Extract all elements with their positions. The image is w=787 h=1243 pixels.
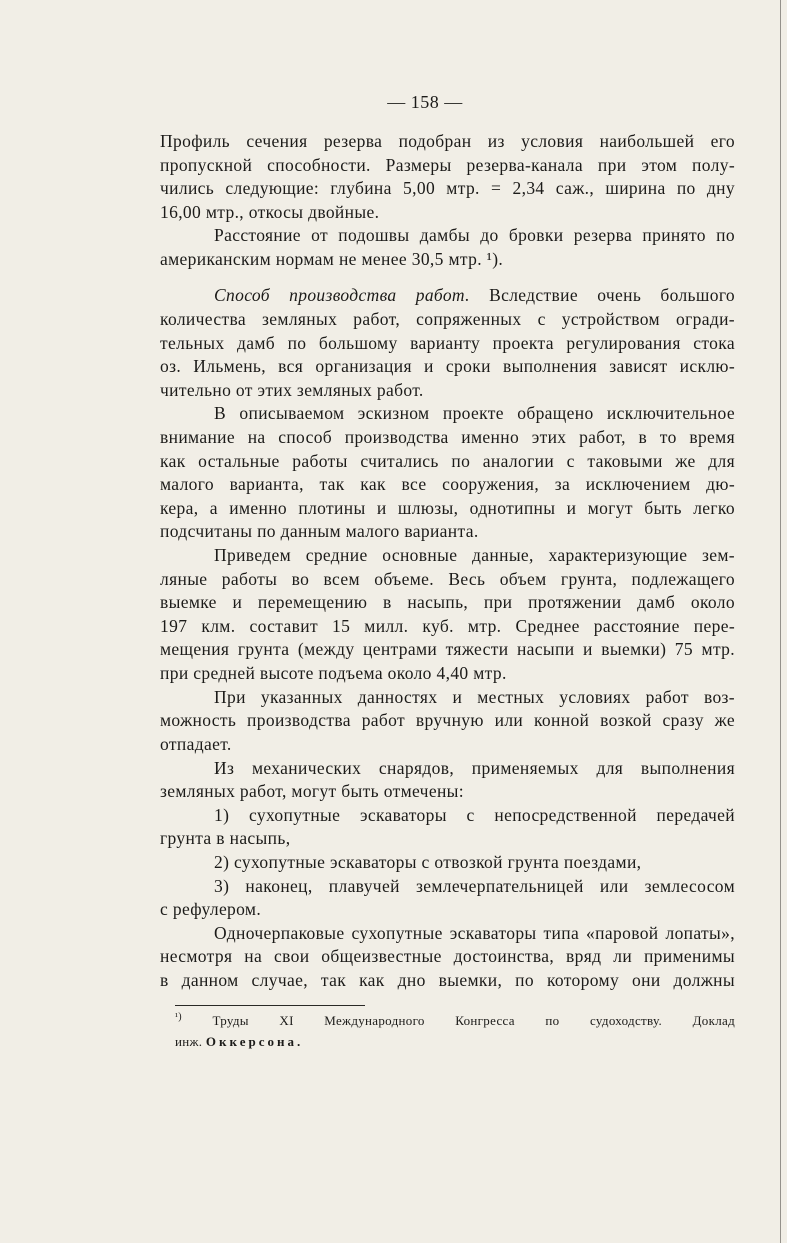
- text-line-content: отпадает.: [160, 734, 232, 754]
- footnote-line-2: [175, 1033, 735, 1051]
- text-line: [160, 709, 735, 733]
- text-line-content: 1) сухопутные эскаваторы с непосредственной передачей: [214, 805, 735, 825]
- text-line: [214, 284, 735, 308]
- text-line: [160, 308, 735, 332]
- text-line: [214, 544, 735, 568]
- text-line: [160, 450, 735, 474]
- text-line: [214, 402, 735, 426]
- text-line: [160, 520, 735, 544]
- text-line-content: количества земляных работ, сопряженных с устройством огради-: [160, 309, 735, 329]
- text-line-content: Одночерпаковые сухопутные эскаваторы типа «паровой лопаты»,: [214, 923, 735, 943]
- text-line: [160, 426, 735, 450]
- text-line: [160, 248, 735, 272]
- text-line-content: Расстояние от подошвы дамбы до бровки резерва принято по: [214, 225, 735, 245]
- text-line-content: с рефулером.: [160, 899, 262, 919]
- footnote-prefix: инж.: [175, 1034, 203, 1049]
- text-line: [214, 224, 735, 248]
- text-line-content: При указанных данностях и местных условиях работ воз-: [214, 687, 735, 707]
- text-line-content: внимание на способ производства именно этих работ, в то время: [160, 427, 735, 447]
- text-line-content: мещения грунта (между центрами тяжести насыпи и выемки) 75 мтр.: [160, 639, 735, 659]
- text-line: [160, 355, 735, 379]
- text-line-content: кера, а именно плотины и шлюзы, однотипны и могут быть легко: [160, 498, 735, 518]
- page-edge-shadow: [780, 0, 781, 1243]
- text-line-content: 16,00 мтр., откосы двойные.: [160, 202, 380, 222]
- text-line-content: ляные работы во всем объеме. Весь объем грунта, подлежащего: [160, 569, 735, 589]
- text-line: [160, 780, 735, 804]
- text-line: [160, 497, 735, 521]
- text-line: [160, 827, 735, 851]
- footnote-divider: [175, 1005, 365, 1006]
- text-line-content: тельных дамб по большому варианту проекта регулирования стока: [160, 333, 735, 353]
- text-line: [160, 332, 735, 356]
- footnote-text: Труды XI Международного Конгресса по судоходству. Доклад: [212, 1013, 735, 1028]
- text-line-content: подсчитаны по данным малого варианта.: [160, 521, 479, 541]
- text-line: [214, 922, 735, 946]
- text-line-content: В описываемом эскизном проекте обращено исключительное: [214, 403, 735, 423]
- footnote-author: Оккерсона.: [205, 1034, 304, 1049]
- text-line-content: в данном случае, так как дно выемки, по которому они должны: [160, 970, 735, 990]
- text-line: [214, 757, 735, 781]
- text-line-content: земляных работ, могут быть отмечены:: [160, 781, 464, 801]
- text-line-content: при средней высоте подъема около 4,40 мтр.: [160, 663, 507, 683]
- text-line: [214, 875, 735, 899]
- text-line: [160, 733, 735, 757]
- text-line-content: американским нормам не менее 30,5 мтр. ¹).: [160, 249, 504, 269]
- text-line: [160, 154, 735, 178]
- text-line: [160, 945, 735, 969]
- text-line: [160, 201, 735, 225]
- text-line: [160, 473, 735, 497]
- text-line-content: оз. Ильмень, вся организация и сроки выполнения зависят исклю-: [160, 356, 735, 376]
- text-line-content: можность производства работ вручную или конной возкой сразу же: [160, 710, 735, 730]
- section-heading-italic: Способ производства работ.: [214, 285, 470, 305]
- text-line: [160, 638, 735, 662]
- text-line-content: Вследствие очень большого: [469, 285, 736, 305]
- text-line: [160, 130, 735, 154]
- text-line-content: чительно от этих земляных работ.: [160, 380, 424, 400]
- text-line: [214, 686, 735, 710]
- text-line-content: Приведем средние основные данные, характеризующие зем-: [214, 545, 735, 565]
- text-line: [160, 898, 735, 922]
- text-line: [160, 177, 735, 201]
- text-line: [160, 969, 735, 993]
- text-line: [160, 662, 735, 686]
- text-line: [160, 568, 735, 592]
- text-line-content: малого варианта, так как все сооружения, за исключением дю-: [160, 474, 735, 494]
- text-line: [160, 379, 735, 403]
- text-line: [160, 591, 735, 615]
- text-line-content: как остальные работы считались по аналогии с таковыми же для: [160, 451, 735, 471]
- footnote-marker: ¹): [175, 1011, 182, 1023]
- text-line-content: пропускной способности. Размеры резерва-канала при этом полу-: [160, 155, 735, 175]
- text-line: [214, 851, 735, 875]
- page-number: — 158 —: [387, 92, 463, 112]
- text-line-content: Профиль сечения резерва подобран из условия наибольшей его: [160, 131, 735, 151]
- text-line-content: несмотря на свои общеизвестные достоинства, вряд ли применимы: [160, 946, 735, 966]
- text-line-content: Из механических снарядов, применяемых для выполнения: [214, 758, 735, 778]
- text-line-content: 197 клм. составит 15 милл. куб. мтр. Среднее расстояние пере-: [160, 616, 735, 636]
- text-line-content: выемке и перемещению в насыпь, при протяжении дамб около: [160, 592, 735, 612]
- text-line: [160, 615, 735, 639]
- text-line: [214, 804, 735, 828]
- footnote-line-1: [175, 1012, 735, 1030]
- text-line-content: 3) наконец, плавучей землечерпательницей или землесосом: [214, 876, 735, 896]
- text-line-content: 2) сухопутные эскаваторы с отвозкой грунта поездами,: [214, 852, 642, 872]
- text-line-content: грунта в насыпь,: [160, 828, 291, 848]
- text-line-content: чились следующие: глубина 5,00 мтр. = 2,34 саж., ширина по дну: [160, 178, 735, 198]
